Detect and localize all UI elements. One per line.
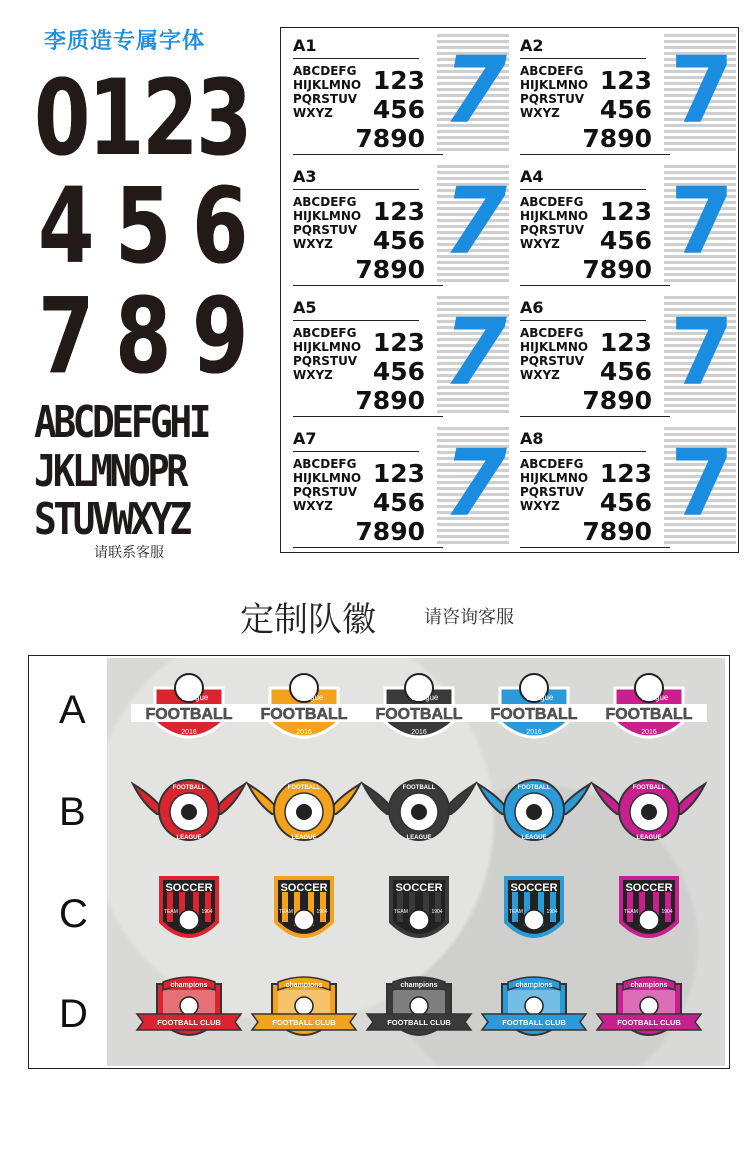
badge-text: FOOTBALL: [287, 785, 321, 791]
sample-number-line: 7890: [582, 517, 652, 546]
badge-text: TEAM: [394, 909, 408, 915]
badge-text: League: [296, 693, 324, 702]
team-badge-option[interactable]: [359, 770, 479, 850]
team-badge-option[interactable]: [589, 972, 709, 1052]
badge-text: 2016: [411, 729, 427, 736]
badge-row-label: B: [59, 790, 86, 834]
feature-digit: 7: [670, 168, 735, 275]
sample-code: A7: [293, 429, 317, 448]
sample-code: A8: [520, 429, 544, 448]
font-sample-card[interactable]: [281, 421, 509, 552]
sample-code: A4: [520, 167, 544, 186]
specimen-title: 李质造专属字体: [44, 29, 206, 54]
divider-line: [293, 189, 419, 190]
sample-number-line: 456: [599, 226, 652, 255]
sample-letters: ABCDEFG HIJKLMNO PQRSTUV WXYZ: [293, 195, 362, 251]
badge-text: FOOTBALL: [402, 785, 436, 791]
badge-text: champions: [630, 982, 668, 989]
sample-number-line: 123: [599, 66, 652, 95]
sample-letters: ABCDEFG HIJKLMNO PQRSTUV WXYZ: [520, 64, 589, 120]
feature-digit: 7: [443, 168, 508, 275]
digit-glyph: 1: [87, 57, 143, 179]
font-sample-grid: [280, 27, 739, 553]
badge-text: FOOTBALL: [517, 785, 551, 791]
badge-text: 2016: [526, 729, 542, 736]
team-badge-option[interactable]: [359, 872, 479, 952]
sample-number-line: 7890: [355, 255, 425, 284]
digit-row: [28, 275, 247, 397]
font-sample-card[interactable]: [508, 159, 736, 290]
team-badge-option[interactable]: [244, 770, 364, 850]
digit-row: [28, 165, 247, 287]
sample-numbers: [582, 66, 652, 153]
team-badge-option[interactable]: [474, 872, 594, 952]
team-badge-option[interactable]: [589, 668, 709, 754]
badge-text: 1904: [201, 909, 213, 915]
badge-row-label: D: [59, 992, 88, 1036]
font-sample-card[interactable]: [508, 421, 736, 552]
divider-line: [293, 58, 419, 59]
font-sample-card[interactable]: [508, 290, 736, 421]
digit-glyph: 2: [141, 57, 197, 179]
sample-numbers: [355, 328, 425, 415]
badge-text: 2016: [641, 729, 657, 736]
digit-glyph: 6: [191, 165, 247, 287]
divider-line: [520, 547, 670, 548]
badge-text: FOOTBALL: [605, 706, 693, 723]
badge-text: League: [181, 693, 209, 702]
badge-text: TEAM: [509, 909, 523, 915]
divider-line: [293, 451, 419, 452]
team-badge-option[interactable]: [589, 770, 709, 850]
divider-line: [520, 285, 670, 286]
sample-numbers: [582, 459, 652, 546]
badge-text: LEAGUE: [406, 835, 432, 841]
team-badge-option[interactable]: [129, 972, 249, 1052]
sample-number-line: 123: [372, 328, 425, 357]
badge-text: LEAGUE: [176, 835, 202, 841]
sample-number-line: 7890: [582, 124, 652, 153]
badge-text: FOOTBALL CLUB: [157, 1018, 221, 1027]
badge-text: LEAGUE: [291, 835, 317, 841]
section-subtitle: 请咨询客服: [424, 607, 514, 628]
digit-glyph: 5: [114, 165, 170, 287]
divider-line: [520, 451, 646, 452]
sample-letters: ABCDEFG HIJKLMNO PQRSTUV WXYZ: [520, 326, 589, 382]
badge-text: FOOTBALL CLUB: [617, 1018, 681, 1027]
divider-line: [520, 320, 646, 321]
font-sample-card[interactable]: [508, 28, 736, 159]
team-badge-option[interactable]: [359, 972, 479, 1052]
badge-text: LEAGUE: [521, 835, 547, 841]
sample-numbers: [355, 459, 425, 546]
sample-code: A2: [520, 36, 544, 55]
sample-number-line: 123: [372, 459, 425, 488]
sample-numbers: [582, 197, 652, 284]
sample-number-line: 123: [372, 197, 425, 226]
sample-number-line: 456: [599, 357, 652, 386]
badge-text: League: [641, 693, 669, 702]
divider-line: [293, 416, 443, 417]
divider-line: [293, 154, 443, 155]
sample-number-line: 456: [372, 226, 425, 255]
sample-number-line: 456: [372, 488, 425, 517]
team-badge-option[interactable]: [129, 872, 249, 952]
badge-text: League: [411, 693, 439, 702]
sample-number-line: 123: [372, 66, 425, 95]
team-badge-option[interactable]: [244, 872, 364, 952]
sample-numbers: [355, 66, 425, 153]
divider-line: [520, 189, 646, 190]
sample-number-line: 123: [599, 197, 652, 226]
team-badge-option[interactable]: [129, 770, 249, 850]
digit-glyph: 7: [37, 275, 93, 397]
badge-text: SOCCER: [280, 882, 328, 894]
badge-text: FOOTBALL: [632, 785, 666, 791]
sample-number-line: 456: [372, 357, 425, 386]
badge-text: 1904: [546, 909, 558, 915]
badge-text: 1904: [316, 909, 328, 915]
badge-text: SOCCER: [165, 882, 213, 894]
team-badge-option[interactable]: [589, 872, 709, 952]
team-badge-option[interactable]: [474, 770, 594, 850]
sample-number-line: 7890: [582, 386, 652, 415]
font-sample-card[interactable]: [281, 290, 509, 421]
sample-number-line: 7890: [355, 386, 425, 415]
digit-glyph: 0: [33, 57, 89, 179]
badge-text: SOCCER: [625, 882, 673, 894]
badge-text: FOOTBALL: [375, 706, 463, 723]
sample-number-line: 123: [599, 459, 652, 488]
badge-text: 1904: [661, 909, 673, 915]
badge-text: champions: [170, 982, 208, 989]
badge-text: League: [526, 693, 554, 702]
sample-code: A6: [520, 298, 544, 317]
divider-line: [293, 547, 443, 548]
badge-text: FOOTBALL: [145, 706, 233, 723]
badge-text: FOOTBALL CLUB: [272, 1018, 336, 1027]
sample-number-line: 7890: [355, 517, 425, 546]
section-title: 定制队徽: [240, 600, 376, 640]
badge-row-label: A: [59, 688, 86, 732]
sample-letters: ABCDEFG HIJKLMNO PQRSTUV WXYZ: [293, 457, 362, 513]
badge-text: 2016: [181, 729, 197, 736]
feature-digit: 7: [670, 299, 735, 406]
digit-glyph: 3: [195, 57, 251, 179]
team-badge-option[interactable]: [474, 668, 594, 754]
feature-digit: 7: [670, 37, 735, 144]
sample-number-line: 456: [599, 95, 652, 124]
badge-text: champions: [285, 982, 323, 989]
badge-text: SOCCER: [510, 882, 558, 894]
digit-glyph: 8: [114, 275, 170, 397]
badge-text: FOOTBALL CLUB: [502, 1018, 566, 1027]
sample-number-line: 7890: [355, 124, 425, 153]
badge-text: 1904: [431, 909, 443, 915]
badge-text: FOOTBALL: [260, 706, 348, 723]
team-badge-option[interactable]: [244, 668, 364, 754]
badge-text: TEAM: [164, 909, 178, 915]
sample-number-line: 456: [599, 488, 652, 517]
badge-text: SOCCER: [395, 882, 443, 894]
sample-code: A1: [293, 36, 317, 55]
sample-letters: ABCDEFG HIJKLMNO PQRSTUV WXYZ: [293, 64, 362, 120]
sample-code: A3: [293, 167, 317, 186]
sample-numbers: [355, 197, 425, 284]
alphabet-line: ABCDEFGHI: [34, 397, 209, 448]
feature-digit: 7: [443, 299, 508, 406]
digit-glyph: 4: [37, 165, 93, 287]
font-sample-card[interactable]: [281, 28, 509, 159]
feature-digit: 7: [443, 430, 508, 537]
feature-digit: 7: [443, 37, 508, 144]
alphabet-line: STUVWXYZ: [34, 494, 189, 545]
sample-letters: ABCDEFG HIJKLMNO PQRSTUV WXYZ: [520, 457, 589, 513]
badge-text: LEAGUE: [636, 835, 662, 841]
digit-row: [28, 57, 251, 179]
team-badge-option[interactable]: [359, 668, 479, 754]
font-sample-card[interactable]: [281, 159, 509, 290]
digit-glyph: 9: [191, 275, 247, 397]
badge-row-label: C: [59, 892, 88, 936]
divider-line: [293, 320, 419, 321]
sample-numbers: [582, 328, 652, 415]
divider-line: [520, 416, 670, 417]
team-badge-option[interactable]: [129, 668, 249, 754]
badge-text: FOOTBALL CLUB: [387, 1018, 451, 1027]
sample-number-line: 7890: [582, 255, 652, 284]
sample-number-line: 123: [599, 328, 652, 357]
badge-panel: [28, 655, 730, 1069]
sample-letters: ABCDEFG HIJKLMNO PQRSTUV WXYZ: [293, 326, 362, 382]
badge-text: champions: [400, 982, 438, 989]
contact-note: 请联系客服: [94, 545, 164, 561]
badge-text: champions: [515, 982, 553, 989]
sample-letters: ABCDEFG HIJKLMNO PQRSTUV WXYZ: [520, 195, 589, 251]
team-badge-option[interactable]: [244, 972, 364, 1052]
badge-text: FOOTBALL: [490, 706, 578, 723]
feature-digit: 7: [670, 430, 735, 537]
badge-text: TEAM: [279, 909, 293, 915]
badge-text: FOOTBALL: [172, 785, 206, 791]
font-specimen: [28, 24, 251, 564]
badge-text: 2016: [296, 729, 312, 736]
badge-text: TEAM: [624, 909, 638, 915]
team-badge-option[interactable]: [474, 972, 594, 1052]
divider-line: [520, 58, 646, 59]
sample-code: A5: [293, 298, 317, 317]
divider-line: [520, 154, 670, 155]
sample-number-line: 456: [372, 95, 425, 124]
divider-line: [293, 285, 443, 286]
alphabet-line: JKLMNOPR: [34, 446, 186, 497]
